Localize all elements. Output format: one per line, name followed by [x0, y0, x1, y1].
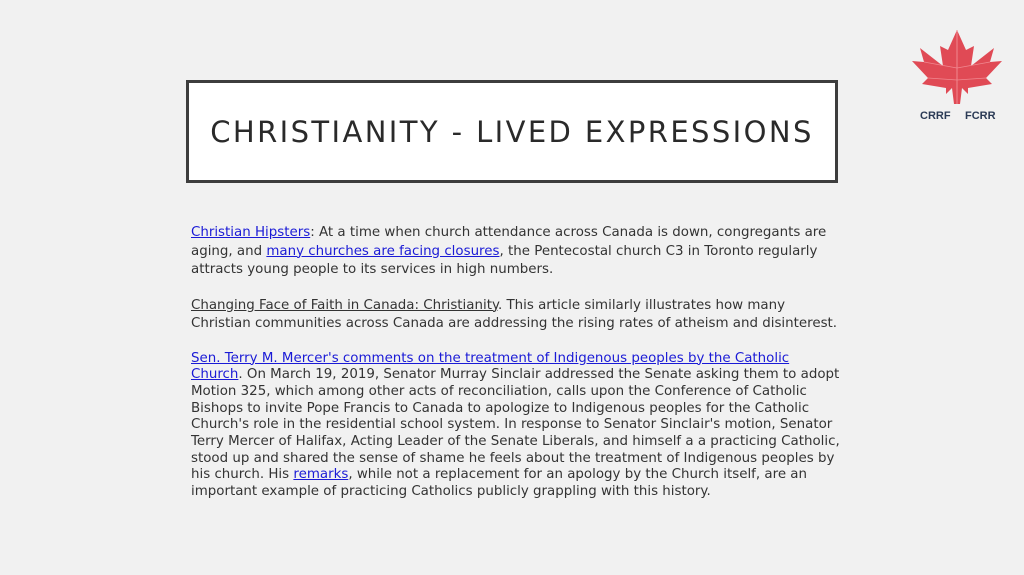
paragraph-changing-face [191, 297, 841, 334]
paragraph-text: , while not a replacement for an apology by the Church itself, are an important example of practicing Catholics publicly grappling with this history. [191, 467, 807, 500]
paragraph-christian-hipsters [191, 224, 841, 280]
church-closures-link[interactable]: many churches are facing closures [266, 243, 500, 259]
logo-right-text: FCRR [965, 110, 996, 122]
title-box [186, 80, 838, 183]
content-body [191, 224, 841, 518]
mercer-comments-link[interactable]: Sen. Terry M. Mercer's comments on the treatment of Indigenous peoples by the Catholic Church [191, 350, 790, 383]
paragraph-text: . On March 19, 2019, Senator Murray Sinclair addressed the Senate asking them to adopt Motion 325, which among other acts of reconciliation, calls upon the Conference of Catholic Bishops to invite Pope Francis to Canada to apologize to Indigenous peoples for the Catholic Church's role in the residential school system. In response to Senator Sinclair's motion, Senator Terry Mercer of Halifax, Acting Leader of the Senate Liberals, and himself a a practicing Catholic, stood up and shared the sense of shame he feels about the treatment of Indigenous peoples by his church. His [191, 367, 840, 483]
logo-left-text: CRRF [920, 110, 951, 122]
slide-title: CHRISTIANITY - LIVED EXPRESSIONS [210, 114, 814, 149]
crrf-logo [906, 28, 1008, 124]
changing-face-link[interactable]: Changing Face of Faith in Canada: Christianity [191, 297, 498, 313]
christian-hipsters-link[interactable]: Christian Hipsters [191, 225, 311, 240]
paragraph-text: . This article similarly illustrates how many Christian communities across Canada are addressing the rising rates of atheism and disinterest. [191, 297, 838, 331]
paragraph-text: : At a time when church attendance across Canada is down, congregants are aging, and [191, 225, 827, 259]
paragraph-senator-mercer [191, 351, 841, 501]
paragraph-text: , the Pentecostal church C3 in Toronto regularly attracts young people to its services in high numbers. [191, 243, 818, 277]
maple-leaf-icon [912, 30, 1002, 104]
remarks-link[interactable]: remarks [293, 467, 349, 483]
